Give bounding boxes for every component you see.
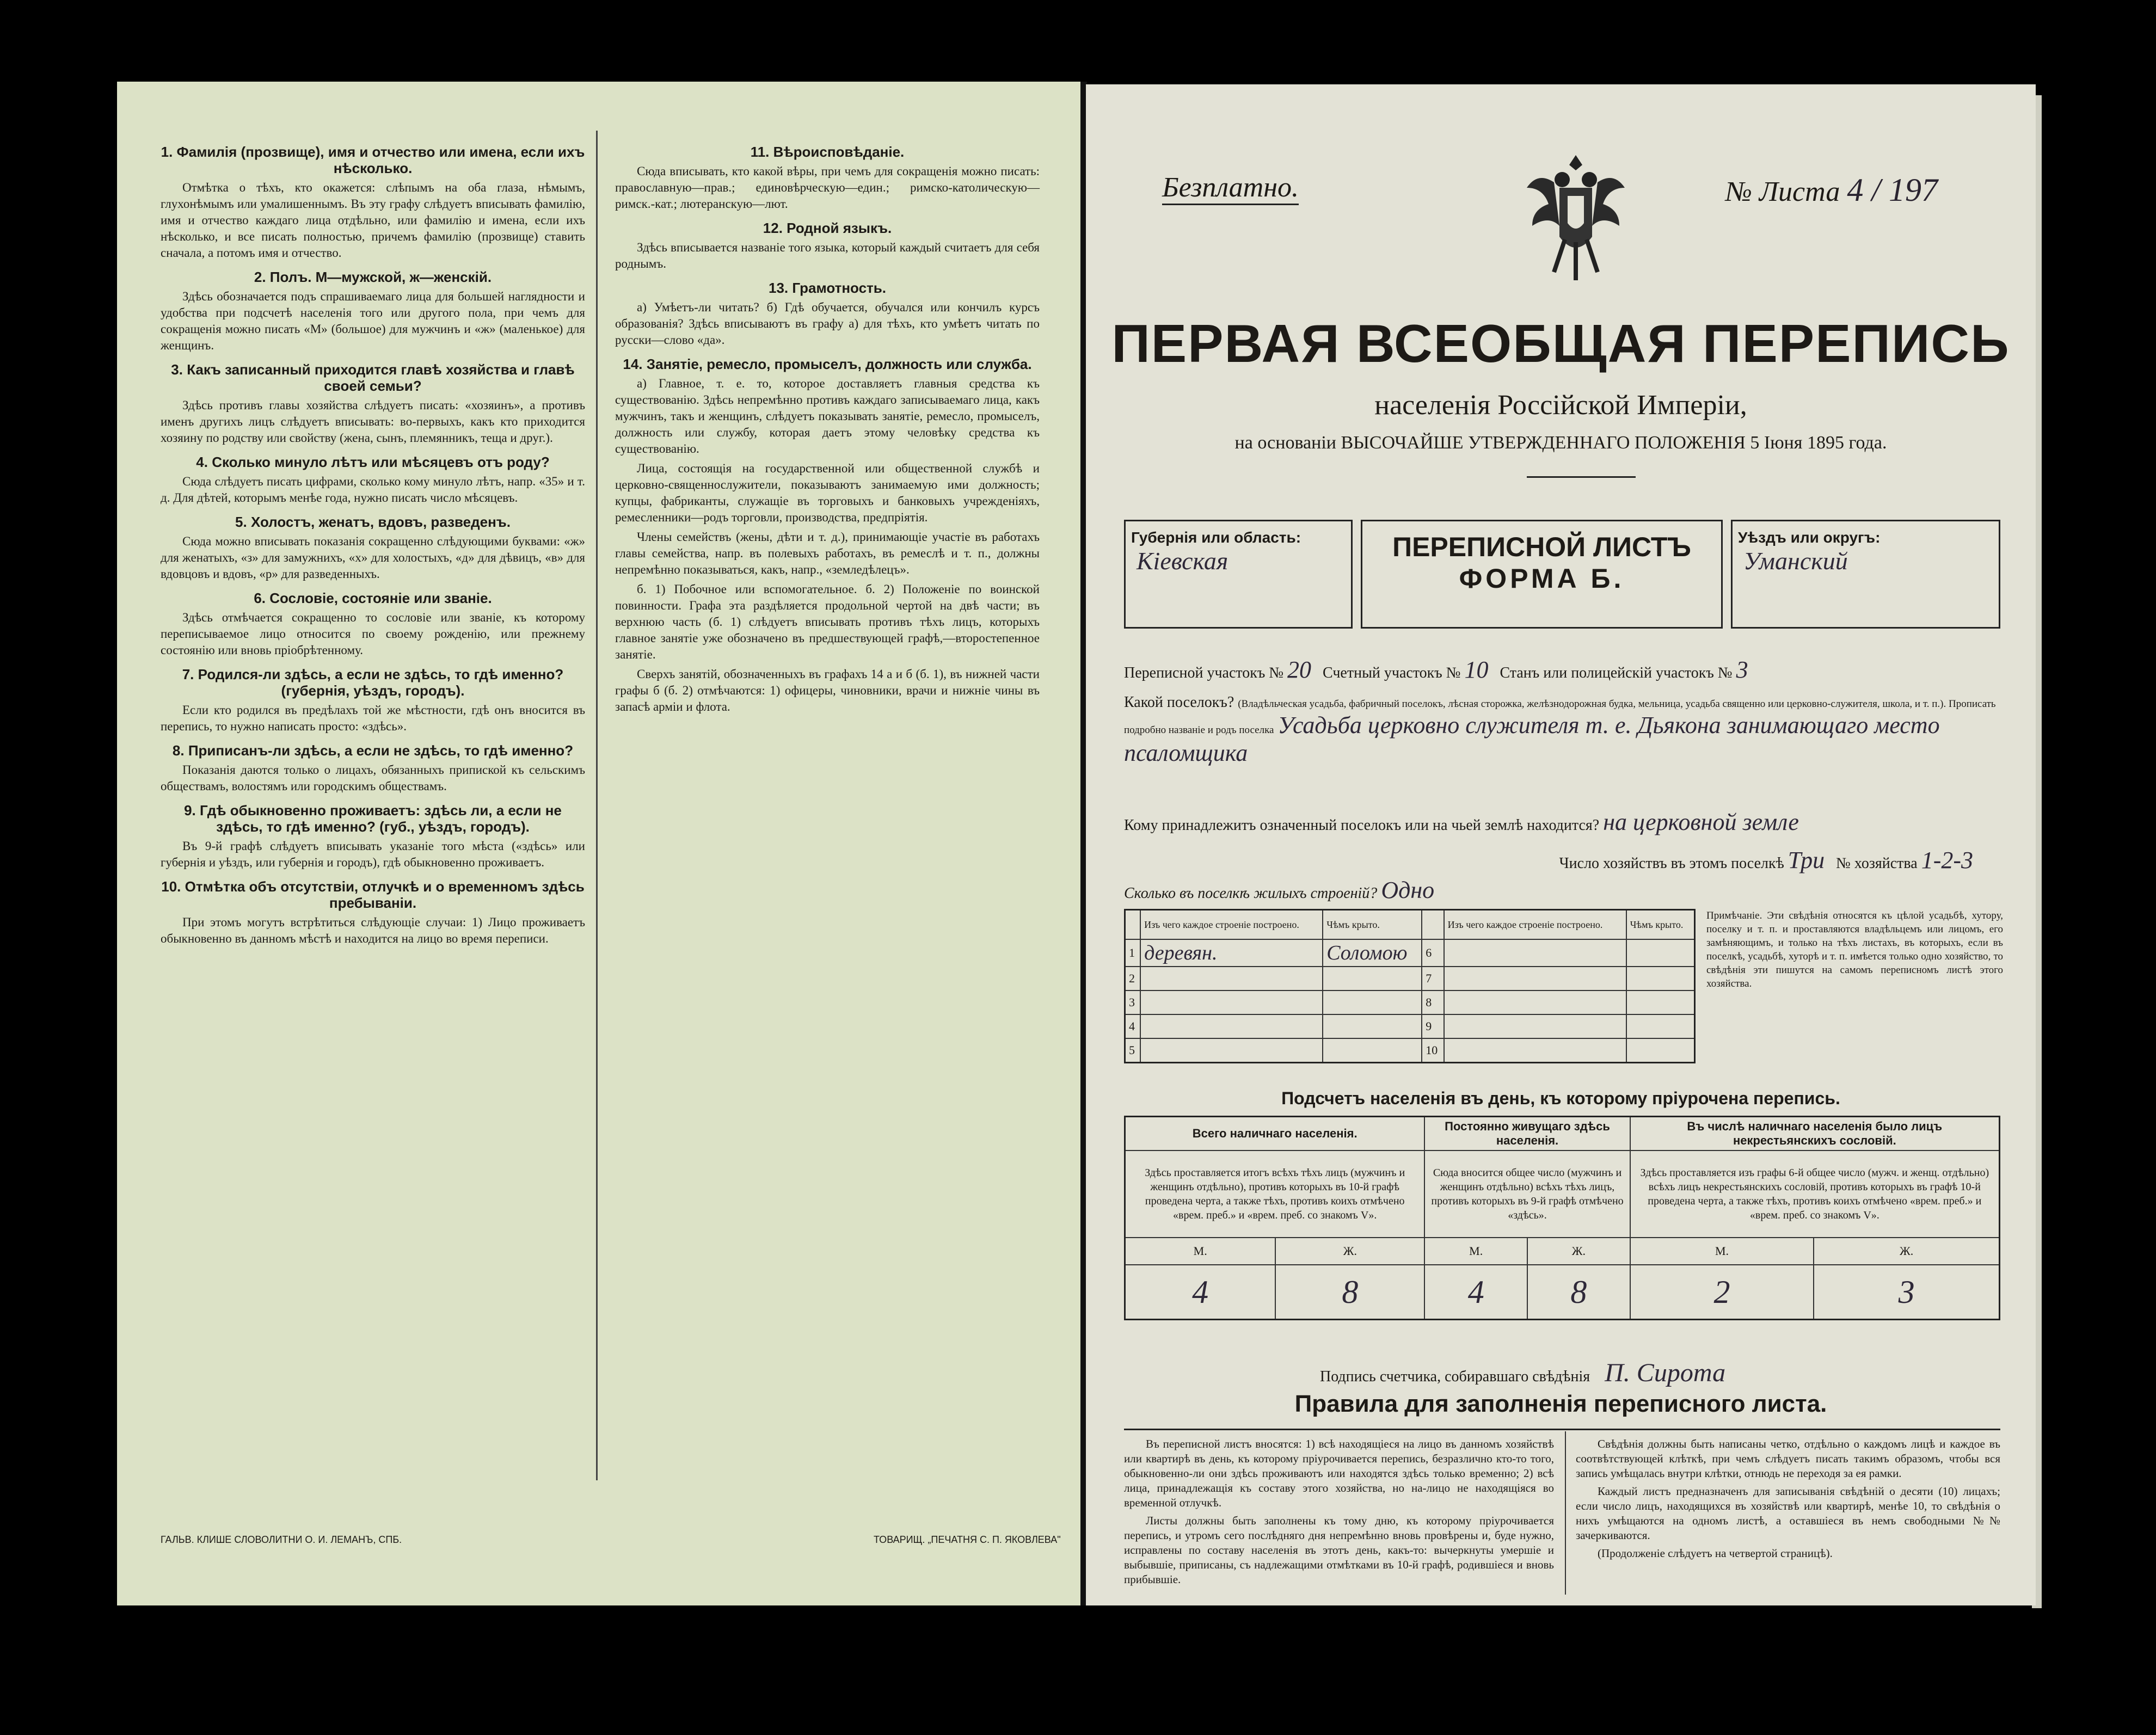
instruction-heading: 8. Приписанъ-ли здѣсь, а если не здѣсь, то гдѣ именно? xyxy=(172,742,574,759)
instruction-heading: 5. Холостъ, женатъ, вдовъ, разведенъ. xyxy=(235,514,511,530)
section-label: Переписной участокъ № xyxy=(1124,665,1284,681)
owner-value: на церковной земле xyxy=(1603,809,1799,835)
instruction-heading: 6. Сословіе, состояніе или званіе. xyxy=(254,590,492,606)
left-page xyxy=(117,82,1080,1605)
instruction-heading: 10. Отмѣтка объ отсутствіи, отлучкѣ и о временномъ здѣсь пребываніи. xyxy=(161,878,585,911)
enumerator-signature xyxy=(1320,1358,1725,1388)
instruction-heading: 9. Гдѣ обыкновенно проживаетъ: здѣсь ли, а если не здѣсь, то гдѣ именно? (губ., уѣздъ, городъ). xyxy=(184,802,562,835)
instruction-text: б. 1) Побочное или вспомогательное. б. 2) Положеніе по воинской повинности. Графа эта раздѣляется продольной чертой на двѣ части; въ верхнюю часть (б. 1) слѣдуетъ вписывать противъ тѣхъ лицъ, которыхъ главное занятіе уже обозначено въ предшествующей графѣ,—второстепенное занятіе. xyxy=(615,582,1040,661)
instruction-heading: 13. Грамотность. xyxy=(769,280,886,296)
printer-imprint-left: ГАЛЬВ. КЛИШЕ СЛОВОЛИТНИ О. И. ЛЕМАНЪ, СПБ. xyxy=(161,1534,402,1545)
instruction-heading: 2. Полъ. М—мужской, ж—женскій. xyxy=(254,269,492,285)
building-num: 5 xyxy=(1125,1038,1141,1063)
population-header-total: Всего наличнаго населенія. xyxy=(1125,1117,1425,1151)
sheet-number-value: 4 / 197 xyxy=(1847,172,1938,208)
instruction-text: При этомъ могутъ встрѣтиться слѣдующіе случаи: 1) Лицо проживаетъ обыкновенно въ данномъ мѣстѣ и находится на лицо во время переписи. xyxy=(161,915,585,945)
instruction-text: Здѣсь отмѣчается сокращенно то сословіе или званіе, къ которому переписываемое лицо относится по своему рожденію, или прежнему состоянію или вновь пріобрѣтенному. xyxy=(161,611,585,657)
buildings-row xyxy=(1125,990,1695,1014)
instruction-heading: 12. Родной языкъ. xyxy=(763,220,892,236)
population-count: 3 xyxy=(1814,1265,1999,1320)
province-label: Губернія или область: xyxy=(1131,529,1301,546)
district-box xyxy=(1731,520,2000,629)
rules-text: Свѣдѣнія должны быть написаны четко, отдѣльно о каждомъ лицѣ и каждое въ соотвѣтствующей клѣткѣ, при чемъ слѣдуетъ писать такимъ образомъ, чтобы вся запись умѣщалась внутри клѣтки, отнюдь не переходя за ея рамки. xyxy=(1576,1437,2000,1480)
form-subtitle: ФОРМА Б. xyxy=(1459,563,1625,594)
households-label: Число хозяйствъ въ этомъ поселкѣ xyxy=(1559,855,1784,872)
building-num: 7 xyxy=(1422,967,1444,990)
buildings-value: Одно xyxy=(1381,877,1435,903)
instruction-text: Сверхъ занятій, обозначенныхъ въ графахъ 14 а и б (б. 1), въ нижней части графы б (б. 2) отмѣчаются: 1) офицеры, чиновники, врачи и нижніе чины въ запасѣ арміи и флота. xyxy=(615,667,1040,713)
rules-text: (Продолженіе слѣдуетъ на четвертой страницѣ). xyxy=(1598,1547,1833,1560)
instructions-column-right xyxy=(615,136,1040,718)
rules-text: Листы должны быть заполнены къ тому дню, къ которому пріурочивается перепись, и утромъ сего послѣдняго дня непремѣнно вновь провѣрены и, буде нужно, исправлены по составу населенія въ этотъ день, какъ-то: вычеркнуты умершіе и выбывшіе, приписаны, съ надлежащими отмѣтками въ 10-й графѣ, родившіеся и вновь прибывшіе. xyxy=(1124,1514,1554,1586)
rules-title: Правила для заполненія переписного листа. xyxy=(1294,1391,1827,1417)
province-box xyxy=(1124,520,1353,629)
province-value: Кіевская xyxy=(1137,547,1229,575)
population-table xyxy=(1124,1116,2000,1320)
instruction-heading: 1. Фамилія (прозвище), имя и отчество или имена, если ихъ нѣсколько. xyxy=(161,144,585,176)
population-count: 4 xyxy=(1424,1265,1527,1320)
building-roof xyxy=(1626,1014,1695,1038)
title-rule xyxy=(1527,476,1636,478)
rules-rule xyxy=(1124,1429,2000,1430)
building-roof xyxy=(1323,1038,1422,1063)
population-count: 8 xyxy=(1275,1265,1424,1320)
buildings-col-roof: Чѣмъ крыто. xyxy=(1323,910,1422,940)
double-headed-eagle-emblem xyxy=(1521,144,1630,286)
buildings-row xyxy=(1125,967,1695,990)
instruction-text: Если кто родился въ предѣлахъ той же мѣстности, гдѣ онъ вносится въ перепись, то нужно написать просто: «здѣсь». xyxy=(161,703,585,733)
population-desc-total: Здѣсь проставляется итогъ всѣхъ тѣхъ лицъ (мужчинъ и женщинъ отдѣльно), противъ которыхъ въ 10-й графѣ проведена черта, а также тѣхъ, противъ коихъ отмѣчено «врем. преб.» и «врем. преб. со знакомъ V». xyxy=(1125,1150,1425,1238)
instruction-heading: 7. Родился-ли здѣсь, а если не здѣсь, то гдѣ именно? (губернія, уѣздъ, городъ). xyxy=(182,666,564,699)
male-header: М. xyxy=(1424,1238,1527,1265)
instruction-text: Члены семействъ (жены, дѣти и т. д.), принимающіе участіе въ работахъ главы семейства, напр. въ полевыхъ работахъ, въ ремеслѣ и т. п., должны непремѣнно показываться, какъ, напр., «земледѣлецъ». xyxy=(615,530,1040,576)
building-material xyxy=(1140,990,1323,1014)
owner-line xyxy=(1124,808,2000,836)
free-label: Безплатно. xyxy=(1162,171,1299,205)
household-no-label: № хозяйства xyxy=(1836,855,1918,872)
female-header: Ж. xyxy=(1814,1238,1999,1265)
population-count: 8 xyxy=(1527,1265,1630,1320)
building-material xyxy=(1444,967,1626,990)
instruction-text: Сюда слѣдуетъ писать цифрами, сколько кому минуло лѣтъ, напр. «35» и т. д. Для дѣтей, которымъ менѣе года, нужно писать число мѣсяцевъ. xyxy=(161,475,585,504)
households-value: Три xyxy=(1788,847,1825,873)
instruction-text: Здѣсь вписывается названіе того языка, который каждый считаетъ для себя роднымъ. xyxy=(615,241,1040,270)
instruction-text: Здѣсь противъ главы хозяйства слѣдуетъ писать: «хозяинъ», а противъ именъ другихъ лицъ слѣдуетъ вписывать: во-первыхъ, какъ кто приходится хозяину по родству или свойству (жена, сынъ, племянникъ, теща и друг.). xyxy=(161,398,585,445)
building-material xyxy=(1140,1038,1323,1063)
building-material xyxy=(1444,1038,1626,1063)
buildings-row xyxy=(1125,1014,1695,1038)
female-header: Ж. xyxy=(1275,1238,1424,1265)
settlement-label: Какой поселокъ? xyxy=(1124,694,1234,711)
building-num: 3 xyxy=(1125,990,1141,1014)
signature-value: П. Сирота xyxy=(1605,1358,1726,1387)
count-label: Счетный участокъ № xyxy=(1323,665,1461,681)
male-header: М. xyxy=(1125,1238,1276,1265)
district-value: Уманский xyxy=(1743,547,1848,575)
instruction-text: Здѣсь обозначается подъ спрашиваемаго лица для большей наглядности и удобства при подсчетѣ населенія того или другого пола, при чемъ для сокращенія можно писать «М» (большое) для мужчинъ и «ж» (маленькое) для женщинъ. xyxy=(161,290,585,352)
owner-label: Кому принадлежитъ означенный поселокъ или на чьей землѣ находится? xyxy=(1124,817,1600,834)
buildings-note: Примѣчаніе. Эти свѣдѣнія относятся къ цѣлой усадьбѣ, хутору, поселку и т. п. и проставляются владѣльцемъ или лицомъ, его замѣняющимъ, и только на тѣхъ листахъ, въ которыхъ, если въ поселкѣ, усадьбѣ, хуторѣ и т. п. имѣется только одно хозяйство, то свѣдѣнія эти пишутся на самомъ переписномъ листѣ этого хозяйства. xyxy=(1706,910,2003,989)
rules-divider xyxy=(1565,1431,1566,1595)
rules-column-left xyxy=(1124,1437,1554,1590)
building-roof xyxy=(1626,1038,1695,1063)
building-roof xyxy=(1323,1014,1422,1038)
building-num: 2 xyxy=(1125,967,1141,990)
household-no-value: 1-2-3 xyxy=(1921,847,1973,873)
count-value: 10 xyxy=(1464,656,1489,683)
building-material xyxy=(1140,967,1323,990)
building-num: 4 xyxy=(1125,1014,1141,1038)
building-num: 6 xyxy=(1422,939,1444,967)
building-material xyxy=(1444,939,1626,967)
rules-text: Въ переписной листъ вносятся: 1) всѣ находящіеся на лицо въ данномъ хозяйствѣ или квартирѣ въ день, къ которому пріурочивается перепись, безразлично кто-то того, обыкновенно-ли они здѣсь проживаютъ или находятся здѣсь только временно; 2) всѣ лица, принадлежащія къ составу этого хозяйства, но на-лицо не находящіяся во временной отлучкѣ. xyxy=(1124,1437,1554,1509)
male-header: М. xyxy=(1630,1238,1814,1265)
building-roof xyxy=(1323,990,1422,1014)
census-subtitle: населенія Россійской Имперіи, xyxy=(1374,390,1747,421)
population-title: Подсчетъ населенія въ день, къ которому пріурочена перепись. xyxy=(1281,1088,1840,1108)
building-num: 9 xyxy=(1422,1014,1444,1038)
instruction-text: Въ 9-й графѣ слѣдуетъ вписывать указаніе того мѣста («здѣсь» или губернія и уѣздъ, или губернія и городъ), гдѣ обыкновенно проживаетъ. xyxy=(161,839,585,869)
buildings-col-num xyxy=(1422,910,1444,940)
building-roof xyxy=(1323,967,1422,990)
census-basis: на основаніи ВЫСОЧАЙШЕ УТВЕРЖДЕННАГО ПОЛОЖЕНІЯ 5 Іюня 1895 года. xyxy=(1234,433,1887,453)
instruction-heading: 3. Какъ записанный приходится главѣ хозяйства и главѣ своей семьи? xyxy=(171,361,575,394)
population-desc-permanent: Сюда вносится общее число (мужчинъ и женщинъ отдѣльно) всѣхъ тѣхъ лицъ, противъ которыхъ въ 9-й графѣ отмѣчено «здѣсь». xyxy=(1424,1150,1630,1238)
instruction-heading: 11. Вѣроисповѣданіе. xyxy=(750,144,905,160)
district-label: Уѣздъ или округъ: xyxy=(1738,529,1881,546)
building-material xyxy=(1444,1014,1626,1038)
buildings-line xyxy=(1124,876,2000,904)
instruction-text: Показанія даются только о лицахъ, обязанныхъ припиской къ сельскимъ обществамъ, волостямъ или городскимъ обществамъ. xyxy=(161,763,585,793)
building-roof xyxy=(1626,967,1695,990)
population-count: 2 xyxy=(1630,1265,1814,1320)
building-roof xyxy=(1626,990,1695,1014)
population-header-non-peasant: Въ числѣ наличнаго населенія было лицъ некрестьянскихъ сословій. xyxy=(1630,1117,2000,1151)
buildings-col-roof: Чѣмъ крыто. xyxy=(1626,910,1695,940)
households-line xyxy=(1124,846,1973,874)
buildings-row xyxy=(1125,939,1695,967)
rules-column-right xyxy=(1576,1437,2000,1564)
instruction-heading: 14. Занятіе, ремесло, промыселъ, должность или служба. xyxy=(623,356,1032,372)
instruction-heading: 4. Сколько минуло лѣтъ или мѣсяцевъ отъ роду? xyxy=(196,454,550,470)
building-roof xyxy=(1626,939,1695,967)
building-num: 1 xyxy=(1125,939,1141,967)
buildings-col-material: Изъ чего каждое строеніе построено. xyxy=(1140,910,1323,940)
building-num: 8 xyxy=(1422,990,1444,1014)
buildings-table xyxy=(1124,909,1696,1063)
population-header-permanent: Постоянно живущаго здѣсь населенія. xyxy=(1424,1117,1630,1151)
population-count: 4 xyxy=(1125,1265,1276,1320)
instruction-text: Отмѣтка о тѣхъ, кто окажется: слѣпымъ на оба глаза, нѣмымъ, глухонѣмымъ или умалишеннымъ. Въ эту графу слѣдуетъ вписывать фамилію, имя и отчество каждаго лица отдѣльно, или фамилію и имена, если ихъ нѣсколько, и все писать полностью, причемъ фамилію (прозвище) ставить сначала, а потомъ имя и отчество. xyxy=(161,181,585,260)
instruction-text: Сюда можно вписывать показанія сокращенно слѣдующими буквами: «ж» для женатыхъ, «з» для замужнихъ, «х» для холостыхъ, «д» для дѣвицъ, «в» для вдовцовъ и вдовъ, «р» для разведенныхъ. xyxy=(161,534,585,581)
building-roof: Соломою xyxy=(1323,939,1422,967)
instructions-column-left xyxy=(161,136,585,950)
settlement-line xyxy=(1124,694,2000,767)
census-title: ПЕРВАЯ ВСЕОБЩАЯ ПЕРЕПИСЬ xyxy=(1111,313,2010,373)
female-header: Ж. xyxy=(1527,1238,1630,1265)
stan-value: 3 xyxy=(1736,656,1748,683)
instruction-text: Лица, состоящія на государственной или общественной службѣ и церковно-священнослужители, показываютъ занимаемую ими должность; купцы, фабриканты, служащіе въ торговыхъ и банковыхъ учрежденіяхъ, ремесленники—родъ торговли, производства, предпріятія. xyxy=(615,462,1040,524)
sheet-number-label: № Листа xyxy=(1725,176,1840,207)
form-title: ПЕРЕПИСНОЙ ЛИСТЪ xyxy=(1392,532,1691,562)
section-value: 20 xyxy=(1287,656,1312,683)
buildings-col-num xyxy=(1125,910,1141,940)
column-divider xyxy=(596,131,598,1480)
building-num: 10 xyxy=(1422,1038,1444,1063)
instruction-text: а) Главное, т. е. то, которое доставляетъ главныя средства къ существованію. Здѣсь непремѣнно противъ каждаго записываемаго лица, какъ мужчинъ, такъ и женщинъ, слѣдуетъ показывать занятіе, ремесло, промыселъ, должность или службу, которая даетъ этому человѣку средства къ существованію. xyxy=(615,377,1040,456)
buildings-col-material: Изъ чего каждое строеніе построено. xyxy=(1444,910,1626,940)
building-material: деревян. xyxy=(1140,939,1323,967)
buildings-row xyxy=(1125,1038,1695,1063)
instruction-text: Сюда вписывать, кто какой вѣры, при чемъ для сокращенія можно писать: православную—прав.; единовѣрческую—един.; римско-католическую—римск.-кат.; лютеранскую—лют. xyxy=(615,164,1040,211)
stan-label: Станъ или полицейскій участокъ № xyxy=(1500,665,1733,681)
rules-text: Каждый листъ предназначенъ для записыванія свѣдѣній о десяти (10) лицахъ; если число лицъ, находящихся въ хозяйствѣ или квартирѣ, менѣе 10, то свѣдѣнія о нихъ умѣщаются на одномъ листѣ, а оставшіеся въ немъ свободными №№ зачеркиваются. xyxy=(1576,1485,2000,1542)
population-desc-non-peasant: Здѣсь проставляется изъ графы 6-й общее число (мужч. и женщ. отдѣльно) всѣхъ лицъ некрестьянскихъ сословій, противъ которыхъ въ графѣ 10-й проведена черта, а также тѣхъ, противъ коихъ отмѣчено «врем. преб.» и «врем. преб. со знакомъ V». xyxy=(1630,1150,2000,1238)
signature-label: Подпись счетчика, собиравшаго свѣдѣнія xyxy=(1320,1368,1590,1385)
buildings-label: Сколько въ поселкѣ жилыхъ строеній? xyxy=(1124,885,1378,902)
settlement-hint: (Владѣльческая усадьба, фабричный поселокъ, лѣсная сторожка, желѣзнодорожная будка, мельница, усадьба священно или церковно-служителя, школа, и т. п.). Прописать подробно названіе и родъ поселка xyxy=(1124,698,1996,736)
sheet-number xyxy=(1725,171,1938,209)
printer-imprint-right: ТОВАРИЩ. „ПЕЧАТНЯ С. П. ЯКОВЛЕВА" xyxy=(874,1534,1061,1545)
right-page xyxy=(1086,84,2036,1605)
building-material xyxy=(1140,1014,1323,1038)
instruction-text: а) Умѣетъ-ли читать? б) Гдѣ обучается, обучался или кончилъ курсъ образованія? Здѣсь вписываютъ въ графу а) для тѣхъ, кто умѣетъ читать по русски—слово «да». xyxy=(615,300,1040,347)
settlement-value: Усадьба церковно служителя т. е. Дьякона занимающаго место псаломщика xyxy=(1124,712,1940,766)
building-material xyxy=(1444,990,1626,1014)
section-line xyxy=(1124,656,2000,684)
form-title-box xyxy=(1361,520,1723,629)
